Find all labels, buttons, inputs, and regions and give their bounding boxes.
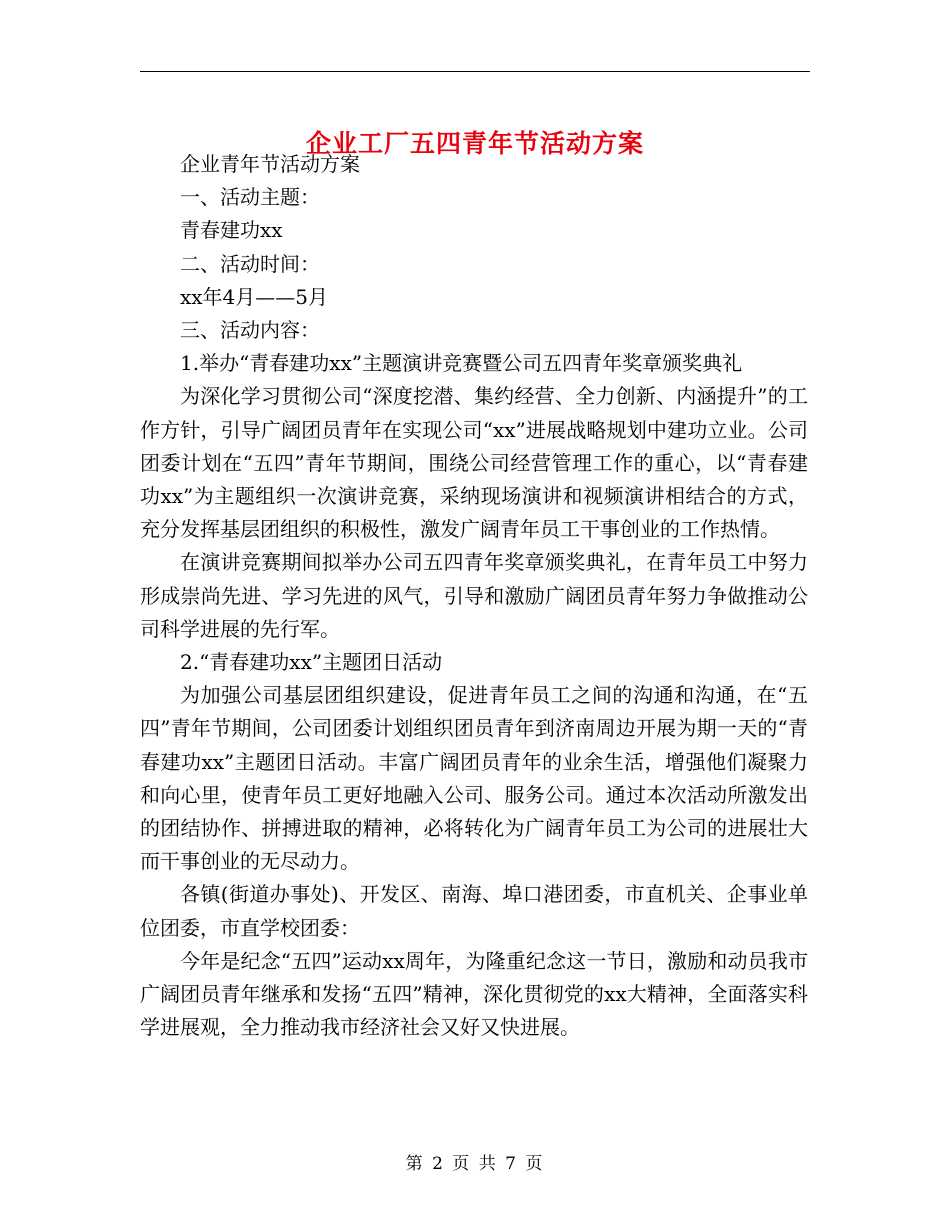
theme-value: 青春建功xx [180,218,283,243]
document-body [140,148,808,1044]
subtitle-paragraph: 企业青年节活动方案 [180,152,360,176]
document-title: 企业工厂五四青年节活动方案 [305,128,644,158]
section-heading-theme: 一、活动主题： [180,185,320,210]
section-heading-time: 二、活动时间： [180,251,320,276]
page-number: 第 2 页 共 7 页 [405,1154,545,1174]
section-heading-content: 三、活动内容： [180,318,320,343]
item-heading-2: 2.“青春建功xx”主题团日活动 [180,650,443,675]
header-rule [140,71,810,72]
body-paragraph: 为加强公司基层团组织建设，促进青年员工之间的沟通和沟通，在“五四”青年节期间，公司团委计划组织团员青年到济南周边开展为期一天的“青春建功xx”主题团日活动。丰富广阔团员青年的业余生活，增强他们凝聚力和向心里，使青年员工更好地融入公司、服务公司。通过本次活动所激发出的团结协作、拼搏进取的精神，必将转化为广阔青年员工为公司的进展壮大而干事创业的无尽动力。 [140,683,808,874]
time-value: xx年4月——5月 [180,284,329,309]
body-paragraph: 在演讲竞赛期间拟举办公司五四青年奖章颁奖典礼，在青年员工中努力形成崇尚先进、学习先进的风气，引导和激励广阔团员青年努力争做推动公司科学进展的先行军。 [140,550,808,641]
item-heading-1: 1.举办“青春建功xx”主题演讲竞赛暨公司五四青年奖章颁奖典礼 [180,351,743,376]
body-paragraph: 今年是纪念“五四”运动xx周年，为隆重纪念这一节日，激励和动员我市广阔团员青年继承和发扬“五四”精神，深化贯彻党的xx大精神，全面落实科学进展观，全力推动我市经济社会又好又快进展。 [140,948,808,1040]
recipients-paragraph: 各镇(街道办事处)、开发区、南海、埠口港团委，市直机关、企事业单位团委，市直学校团委： [140,882,808,940]
body-paragraph: 为深化学习贯彻公司“深度挖潜、集约经营、全力创新、内涵提升”的工作方针，引导广阔团员青年在实现公司“xx”进展战略规划中建功立业。公司团委计划在“五四”青年节期间，围绕公司经营管理工作的重心，以“青春建功xx”为主题组织一次演讲竞赛，采纳现场演讲和视频演讲相结合的方式，充分发挥基层团组织的积极性，激发广阔青年员工干事创业的工作热情。 [140,384,808,542]
